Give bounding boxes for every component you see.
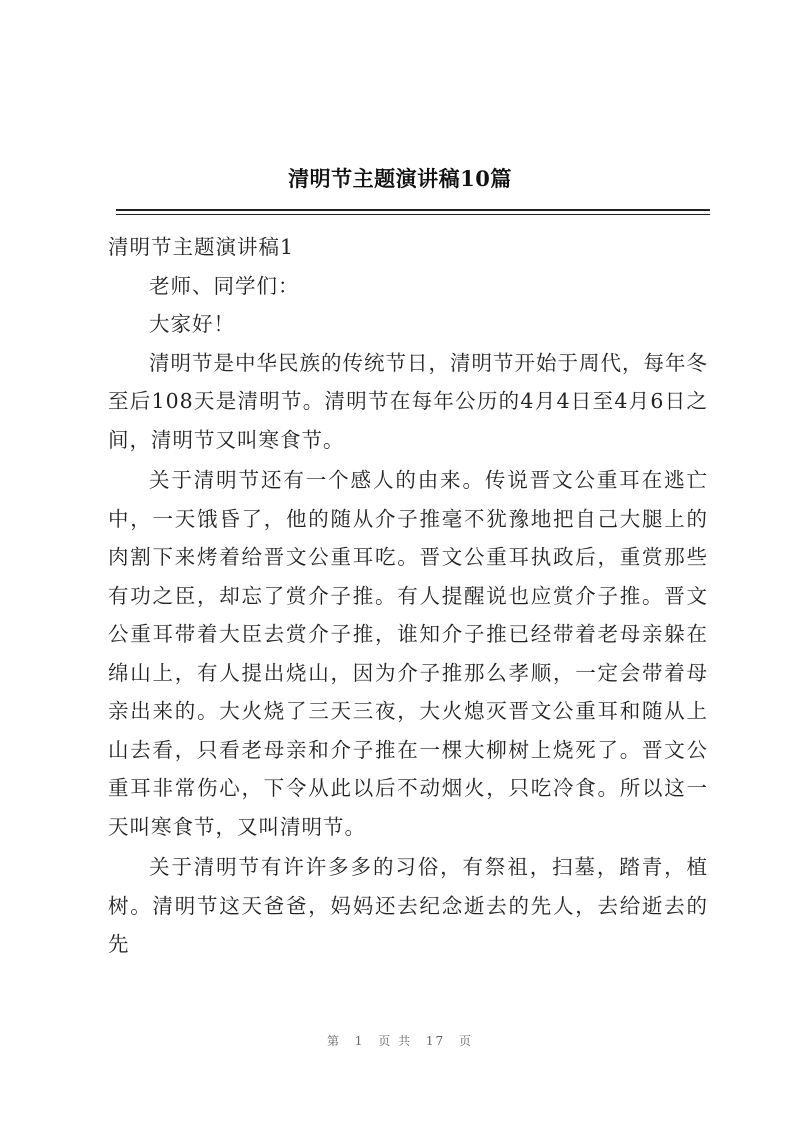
footer-current-page: 1 (354, 1034, 365, 1048)
footer-label-page: 第 (326, 1034, 341, 1048)
footer-label-of: 页 共 (378, 1034, 413, 1048)
paragraph-origin-story: 关于清明节还有一个感人的由来。传说晋文公重耳在逃亡中，一天饿昏了，他的随从介子推毫不犹豫地把自己大腿上的肉割下来烤着给晋文公重耳吃。晋文公重耳执政后，重赏那些有功之臣，却忘了赏介子推。有人提醒说也应赏介子推。晋文公重耳带着大臣去赏介子推，谁知介子推已经带着老母亲躲在绵山上，有人提出烧山，因为介子推那么孝顺，一定会带着母亲出来的。大火烧了三天三夜，大火熄灭晋文公重耳和随从上山去看，只看老母亲和介子推在一棵大柳树上烧死了。晋文公重耳非常伤心，下令从此以后不动烟火，只吃冷食。所以这一天叫寒食节，又叫清明节。 (108, 468, 708, 839)
section-heading: 清明节主题演讲稿1 (108, 235, 295, 259)
page-footer (0, 1032, 800, 1049)
footer-total-pages: 17 (425, 1034, 446, 1048)
document-body (108, 228, 708, 964)
paragraph-greeting: 大家好！ (149, 312, 235, 336)
paragraph-intro: 清明节是中华民族的传统节日，清明节开始于周代，每年冬至后108天是清明节。清明节在每年公历的4月4日至4月6日之间，清明节又叫寒食节。 (108, 350, 708, 452)
title-divider-thick (116, 209, 710, 211)
paragraph-customs: 关于清明节有许许多多的习俗，有祭祖，扫墓，踏青，植树。清明节这天爸爸，妈妈还去纪念逝去的先人，去给逝去的先 (108, 855, 708, 956)
title-divider-thin (116, 214, 710, 215)
paragraph-greeting-address: 老师、同学们： (149, 273, 300, 298)
footer-label-pages: 页 (459, 1034, 474, 1048)
document-title: 清明节主题演讲稿10篇 (288, 166, 512, 191)
